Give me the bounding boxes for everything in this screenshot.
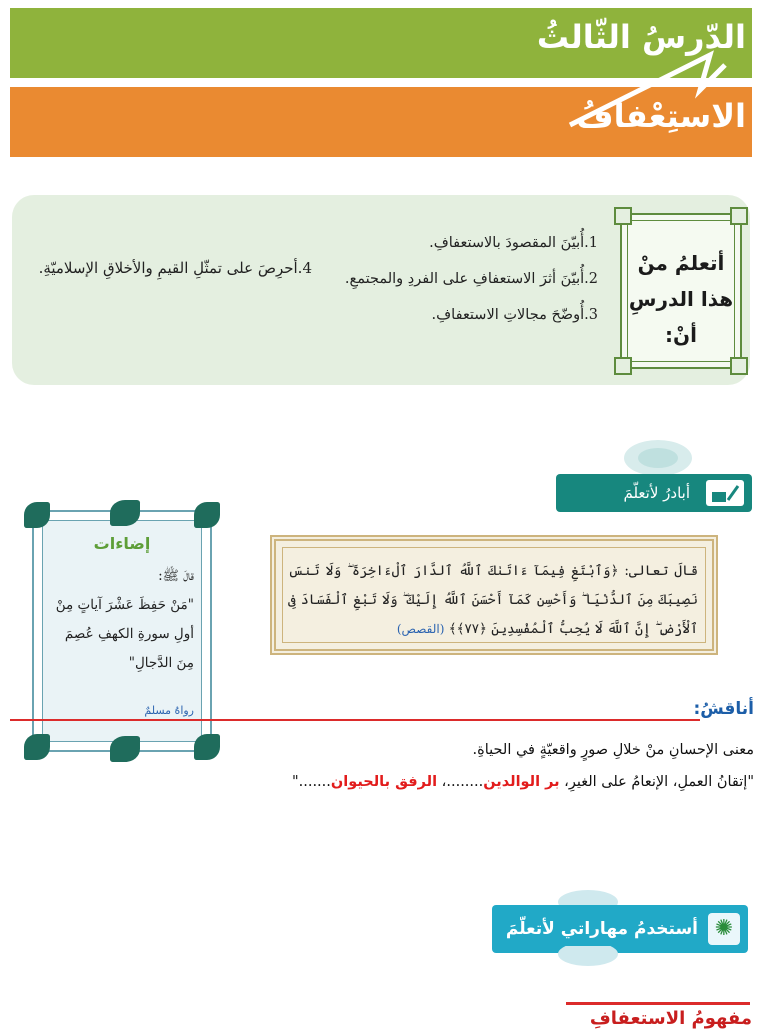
arabesque-ornament-icon	[618, 436, 698, 476]
hadith-text: "مَنْ حَفِظَ عَشْرَ آياتٍ مِنْ أولِ سورةِ الكهفِ عُصِمَ مِنَ الدَّجالِ"	[55, 597, 194, 671]
hadith-intro: قالَ ﷺ:	[158, 568, 194, 584]
discuss-answer	[292, 774, 754, 790]
objective-item: 4.أحرِصَ على تمثّلِ القيمِ والأخلاقِ الإسلاميّةِ.	[38, 259, 312, 277]
corner-ornament-icon	[24, 502, 50, 528]
answer-part: "إتقانُ العملِ، الإنعامُ على الغيرِ،	[559, 774, 754, 790]
corner-ornament-icon	[614, 207, 632, 225]
objective-item: 3.أُوضّحَ مجالاتِ الاستعفافِ.	[431, 307, 598, 323]
discuss-divider	[10, 719, 700, 721]
bottom-ornament-icon	[110, 736, 140, 762]
answer-highlight: بر الوالدين	[483, 774, 560, 790]
highlights-card	[32, 510, 212, 752]
quran-verse-text	[288, 557, 698, 644]
corner-ornament-icon	[730, 207, 748, 225]
objective-item: 1.أُبيّنَ المقصودَ بالاستعفافِ.	[429, 235, 598, 251]
objectives-title-line1: أتعلمُ منْ	[637, 251, 725, 275]
start-learning-badge	[556, 474, 752, 512]
use-skills-label: أستخدمُ مهاراتي لأتعلّمَ	[505, 919, 698, 939]
objective-item: 2.أُبيّنَ أثرَ الاستعفافِ على الفردِ والمجتمعِ.	[344, 271, 598, 287]
top-ornament-icon	[110, 500, 140, 526]
answer-highlight: الرفق بالحيوان	[330, 774, 438, 790]
highlights-title: إضاءات	[93, 534, 151, 553]
highlights-body	[44, 562, 194, 678]
objectives-title-frame	[620, 213, 742, 369]
start-learning-label: أبادرُ لأتعلّمَ	[623, 484, 690, 502]
lesson-label: الدّرسُ الثّالثُ	[536, 18, 746, 56]
section-heading-rule	[566, 1002, 750, 1005]
corner-ornament-icon	[24, 734, 50, 760]
lightbulb-icon: ✺	[708, 913, 740, 945]
corner-ornament-icon	[194, 502, 220, 528]
objectives-list	[338, 225, 598, 333]
objectives-title-line2: هذا الدرسِ أنْ:	[628, 287, 734, 347]
banner-divider-icon	[560, 50, 730, 130]
answer-part: ........،	[437, 774, 484, 790]
arabesque-ornament-icon	[553, 946, 623, 976]
objectives-title	[622, 245, 740, 353]
answer-part: ......."	[291, 774, 331, 790]
corner-ornament-icon	[614, 357, 632, 375]
section-heading: مفهومُ الاستعفافِ	[589, 1008, 752, 1029]
corner-ornament-icon	[730, 357, 748, 375]
quran-source: (القصص)	[396, 622, 445, 636]
corner-ornament-icon	[194, 734, 220, 760]
pencil-hand-icon	[706, 480, 744, 506]
discuss-heading: أناقشُ:	[693, 699, 754, 719]
quran-verse: قالَ تعالى: ﴿وَٱبْتَغِ فِيمَآ ءَاتَىٰكَ ٱللَّهُ ٱلدَّارَ ٱلْءَاخِرَةَ ۖ وَلَا تَنسَ نَصِيبَكَ مِنَ ٱلدُّنْيَا ۖ وَأَحْسِن كَمَآ أَحْسَنَ ٱللَّهُ إِلَيْكَ ۖ وَلَا تَبْغِ ٱلْفَسَادَ فِى ٱلْأَرْضِ ۖ إِنَّ ٱللَّهَ لَا يُحِبُّ ٱلْمُفْسِدِينَ ﴿٧٧﴾﴾	[288, 563, 698, 637]
hadith-reference: رواهُ مسلمٌ	[144, 704, 194, 717]
topic-title: الاستِعْفافُ	[576, 97, 746, 135]
discuss-question: معنى الإحسانِ منْ خلالِ صورٍ واقعيّةٍ في الحياةِ.	[472, 742, 754, 758]
quran-verse-box	[270, 535, 718, 655]
